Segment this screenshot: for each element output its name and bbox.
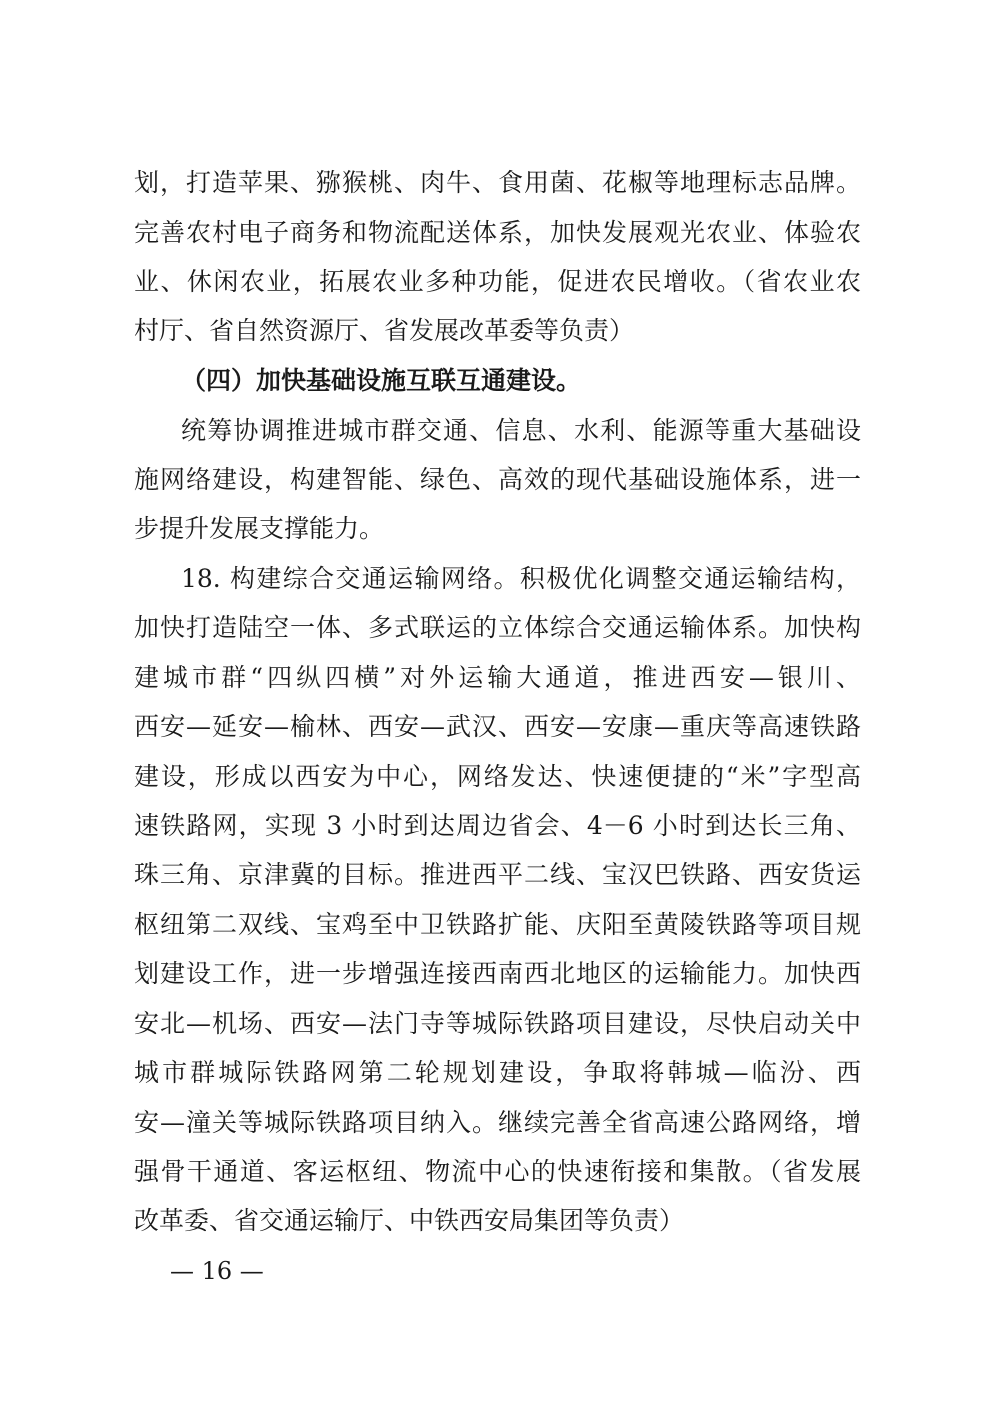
text-line: 划建设工作，进一步增强连接西南西北地区的运输能力。加快西	[134, 959, 861, 988]
text-line: 村厅、省自然资源厅、省发展改革委等负责）	[134, 316, 635, 345]
page-number: — 16 —	[170, 1257, 264, 1285]
text-line: 安—潼关等城际铁路项目纳入。继续完善全省高速公路网络，增	[134, 1108, 861, 1137]
text-line: 步提升发展支撑能力。	[134, 514, 385, 543]
text-line: 18. 构建综合交通运输网络。积极优化调整交通运输结构，	[181, 564, 861, 593]
section-heading: （四）加快基础设施互联互通建设。	[181, 366, 582, 395]
text-line: 城市群城际铁路网第二轮规划建设，争取将韩城—临汾、西	[134, 1058, 861, 1087]
text-line: 改革委、省交通运输厅、中铁西安局集团等负责）	[134, 1206, 685, 1235]
text-line: 珠三角、京津冀的目标。推进西平二线、宝汉巴铁路、西安货运	[134, 860, 861, 889]
text-line: 枢纽第二双线、宝鸡至中卫铁路扩能、庆阳至黄陵铁路等项目规	[134, 910, 861, 939]
text-line: 速铁路网，实现 3 小时到达周边省会、4－6 小时到达长三角、	[134, 811, 861, 840]
text-line: 完善农村电子商务和物流配送体系，加快发展观光农业、体验农	[134, 218, 861, 247]
text-line: 建设，形成以西安为中心，网络发达、快速便捷的“米”字型高	[134, 762, 861, 791]
text-line: 强骨干通道、客运枢纽、物流中心的快速衔接和集散。（省发展	[134, 1157, 861, 1186]
text-line: 建城市群“四纵四横”对外运输大通道，推进西安—银川、	[134, 663, 861, 692]
text-line: 西安—延安—榆林、西安—武汉、西安—安康—重庆等高速铁路	[134, 712, 861, 741]
text-line: 业、休闲农业，拓展农业多种功能，促进农民增收。（省农业农	[134, 267, 861, 296]
text-line: 划，打造苹果、猕猴桃、肉牛、食用菌、花椒等地理标志品牌。	[134, 168, 861, 197]
text-line: 加快打造陆空一体、多式联运的立体综合交通运输体系。加快构	[134, 613, 861, 642]
text-line: 施网络建设，构建智能、绿色、高效的现代基础设施体系，进一	[134, 465, 861, 494]
text-line: 安北—机场、西安—法门寺等城际铁路项目建设，尽快启动关中	[134, 1009, 861, 1038]
text-line: 统筹协调推进城市群交通、信息、水利、能源等重大基础设	[181, 416, 861, 445]
